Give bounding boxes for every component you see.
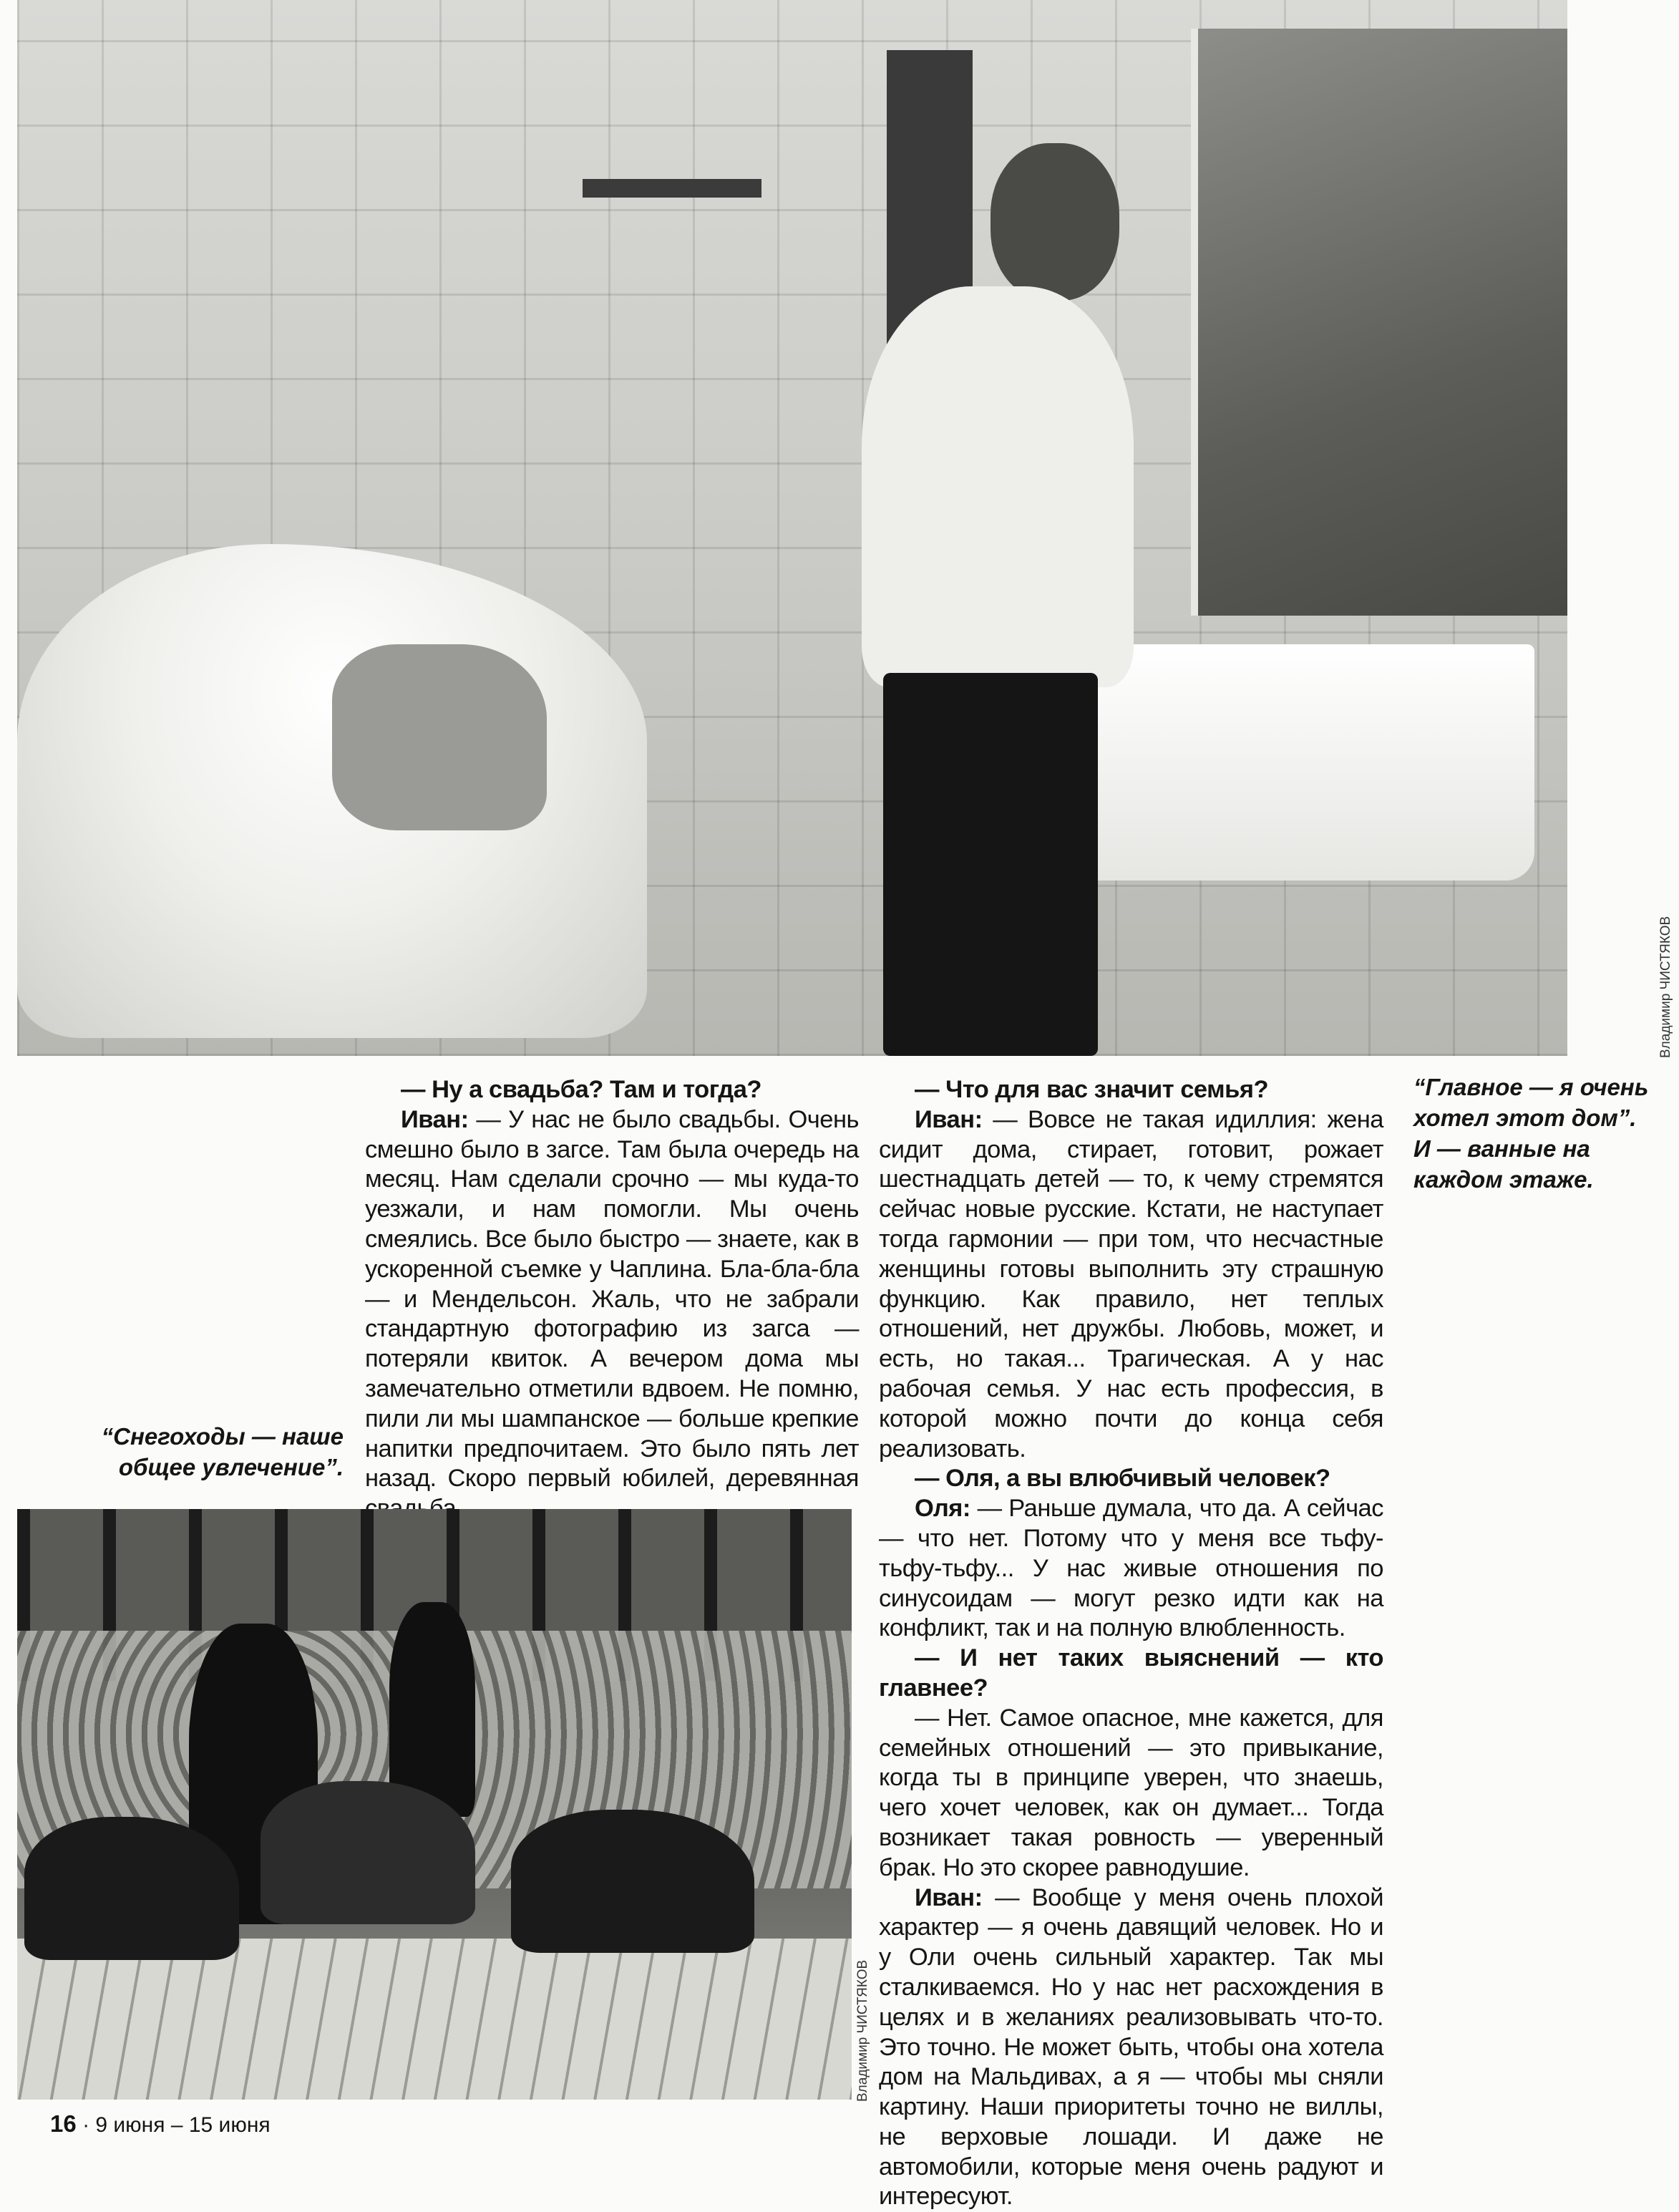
bathtub [17,544,647,1038]
pullquote-line: “Снегоходы — наше [101,1423,344,1450]
pullquote-line: хотел этот дом”. [1413,1105,1637,1131]
pullquote-line: общее увлечение”. [118,1454,344,1480]
issue-dates: 9 июня – 15 июня [95,2113,271,2137]
interview-answer [879,1105,1383,1465]
speaker-name: Иван: [915,1883,983,1911]
speaker-name: Оля: [915,1495,970,1523]
speaker-name: Иван: [401,1105,469,1133]
interview-answer [365,1105,859,1524]
snowmobile-photo [17,1509,852,2100]
interview-question: — Ну а свадьба? Там и тогда? [401,1076,761,1103]
snowmobile [261,1781,475,1924]
page-footer [50,2110,271,2138]
article-column-2 [879,1075,1383,2212]
interview-answer [879,1883,1383,2212]
interview-question: — Оля, а вы влюбчивый человек? [915,1465,1330,1493]
bathroom-photo-credit: Владимир ЧИСТЯКОВ [1658,916,1673,1058]
mirror [1191,29,1567,616]
answer-text: — Вообще у меня очень плохой характер — я очень давящий человек. Но и у Оли очень сильный характер. Так мы сталкиваемся. Но у нас нет расхождения в целях и в желаниях реализовывать что-то. Это точно. Не может быть, чтобы она хотела дом на Мальдивах, а я — чтобы мы сняли картину. Наши приоритеты точно не виллы, не верховые лошади. И даже не автомобили, которые меня очень радуют и интересуют. [879,1883,1383,2211]
interview-answer [879,1494,1383,1644]
footer-separator: · [82,2113,90,2137]
towel [332,644,547,830]
answer-text: — Вовсе не такая идиллия: жена сидит дома, стирает, готовит, рожает шестнадцать детей — то, к чему стремятся сейчас новые русские. Кстати, не наступает тогда гармонии — при том, что несчастные женщины готовы выполнить эту страшную функцию. Как правило, нет теплых отношений, нет дружбы. Любовь, может, и есть, но такая... Трагическая. А у нас рабочая семья. У нас есть профессия, в которой можно почти до конца себя реализовать. [879,1105,1383,1462]
snowmobile [24,1817,239,1960]
interview-question: — Что для вас значит семья? [915,1076,1269,1103]
pullquote-line: “Главное — я очень [1413,1074,1649,1100]
pullquote-line: каждом этаже. [1413,1166,1594,1193]
bathroom-photo [17,0,1567,1056]
answer-text: — У нас не было свадьбы. Очень смешно было в загсе. Там была очередь на месяц. Нам сделали срочно — мы куда-то уезжали, и нам помогли. Мы очень смеялись. Все было быстро — знаете, как в ускоренной съемке у Чаплина. Бла-бла-бла — и Мендельсон. Жаль, что не забрали стандартную фотографию из загса — потеряли квиток. А вечером дома мы замечательно отметили вдвоем. Не помню, пили ли мы шампанское — больше крепкие напитки предпочитаем. Это было пять лет назад. Скоро первый юбилей, деревянная [365,1105,859,1493]
speaker-name: Иван: [915,1105,983,1133]
interview-question: — И нет таких выяснений — кто главнее? [879,1644,1383,1702]
pullquote-left [43,1421,344,1483]
snowmobile [511,1810,754,1953]
man-at-sink [819,143,1148,1056]
page-number: 16 [50,2110,77,2137]
pullquote-right [1413,1072,1650,1195]
wooden-floor [17,1939,852,2100]
article-column-1 [365,1075,859,1524]
wall-shelf [583,179,761,198]
answer-text: — Раньше думала, что да. А сейчас — что нет. Потому что у меня все тьфу-тьфу-тьфу... У нас живые отношения по синусоидам — могут резко идти как на конфликт, так и на полную влюбленность. [879,1495,1383,1642]
pullquote-line: И — ванные на [1413,1135,1590,1162]
snowmobile-photo-credit: Владимир ЧИСТЯКОВ [855,1959,870,2102]
interview-answer: — Нет. Самое опасное, мне кажется, для семейных отношений — это привыкание, когда ты в принципе уверен, что знаешь, чего хочет человек, как он думает... Тогда возникает такая ровность — уверенный брак. Но это скорее равнодушие. [879,1704,1383,1881]
